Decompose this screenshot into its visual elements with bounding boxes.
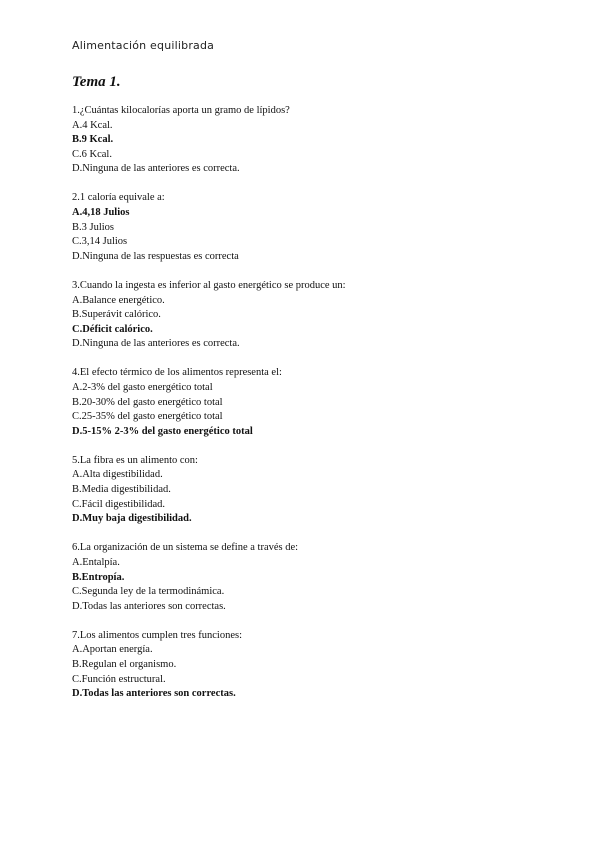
answer-option: A.4 Kcal. <box>72 119 113 131</box>
answer-option: D.Ninguna de las respuestas es correcta <box>72 250 239 262</box>
question-text: 1.¿Cuántas kilocalorías aporta un gramo de lípidos? <box>72 105 290 116</box>
correct-answer-option: C.Déficit calórico. <box>72 323 153 335</box>
correct-answer-option: B.9 Kcal. <box>72 134 114 146</box>
answer-option: C.Segunda ley de la termodinámica. <box>72 586 225 598</box>
document-header: Alimentación equilibrada <box>72 39 215 52</box>
answer-option: C.6 Kcal. <box>72 148 112 160</box>
answer-option: C.Fácil digestibilidad. <box>72 498 166 510</box>
answer-option: A.Aportan energía. <box>72 644 153 656</box>
question-text: 5.La fibra es un alimento con: <box>72 454 198 466</box>
answer-option: A.Alta digestibilidad. <box>72 469 163 481</box>
answer-option: A.Entalpía. <box>72 556 120 568</box>
answer-option: A.2-3% del gasto energético total <box>72 382 213 393</box>
question-4 <box>72 366 600 439</box>
question-6 <box>72 541 600 614</box>
answer-option: B.20-30% del gasto energético total <box>72 396 223 408</box>
question-text: 3.Cuando la ingesta es inferior al gasto energético se produce un: <box>72 279 346 291</box>
question-7 <box>72 629 600 702</box>
answer-option: D.Ninguna de las anteriores es correcta. <box>72 338 240 350</box>
question-text: 4.El efecto térmico de los alimentos representa el: <box>72 367 282 379</box>
question-1 <box>72 104 600 177</box>
correct-answer-option: D.5-15% 2-3% del gasto energético total <box>72 425 253 437</box>
answer-option: C.Función estructural. <box>72 673 166 685</box>
question-text: 6.La organización de un sistema se define a través de: <box>72 542 299 554</box>
section-title: Tema 1. <box>72 74 121 90</box>
question-list <box>72 104 600 702</box>
answer-option: B.3 Julios <box>72 221 115 233</box>
question-3 <box>72 279 600 352</box>
correct-answer-option: D.Todas las anteriores son correctas. <box>72 688 236 700</box>
correct-answer-option: B.Entropía. <box>72 571 125 583</box>
answer-option: B.Media digestibilidad. <box>72 484 171 496</box>
question-text: 7.Los alimentos cumplen tres funciones: <box>72 629 243 641</box>
answer-option: D.Todas las anteriores son correctas. <box>72 600 226 612</box>
answer-option: B.Superávit calórico. <box>72 309 161 321</box>
correct-answer-option: D.Muy baja digestibilidad. <box>72 513 192 525</box>
answer-option: C.3,14 Julios <box>72 236 128 248</box>
answer-option: D.Ninguna de las anteriores es correcta. <box>72 163 240 175</box>
answer-option: B.Regulan el organismo. <box>72 659 177 670</box>
answer-option: C.25-35% del gasto energético total <box>72 411 223 423</box>
correct-answer-option: A.4,18 Julios <box>72 207 130 219</box>
question-5 <box>72 454 600 527</box>
answer-option: A.Balance energético. <box>72 294 165 306</box>
question-2 <box>72 191 600 264</box>
question-text: 2.1 caloría equivale a: <box>72 192 165 204</box>
